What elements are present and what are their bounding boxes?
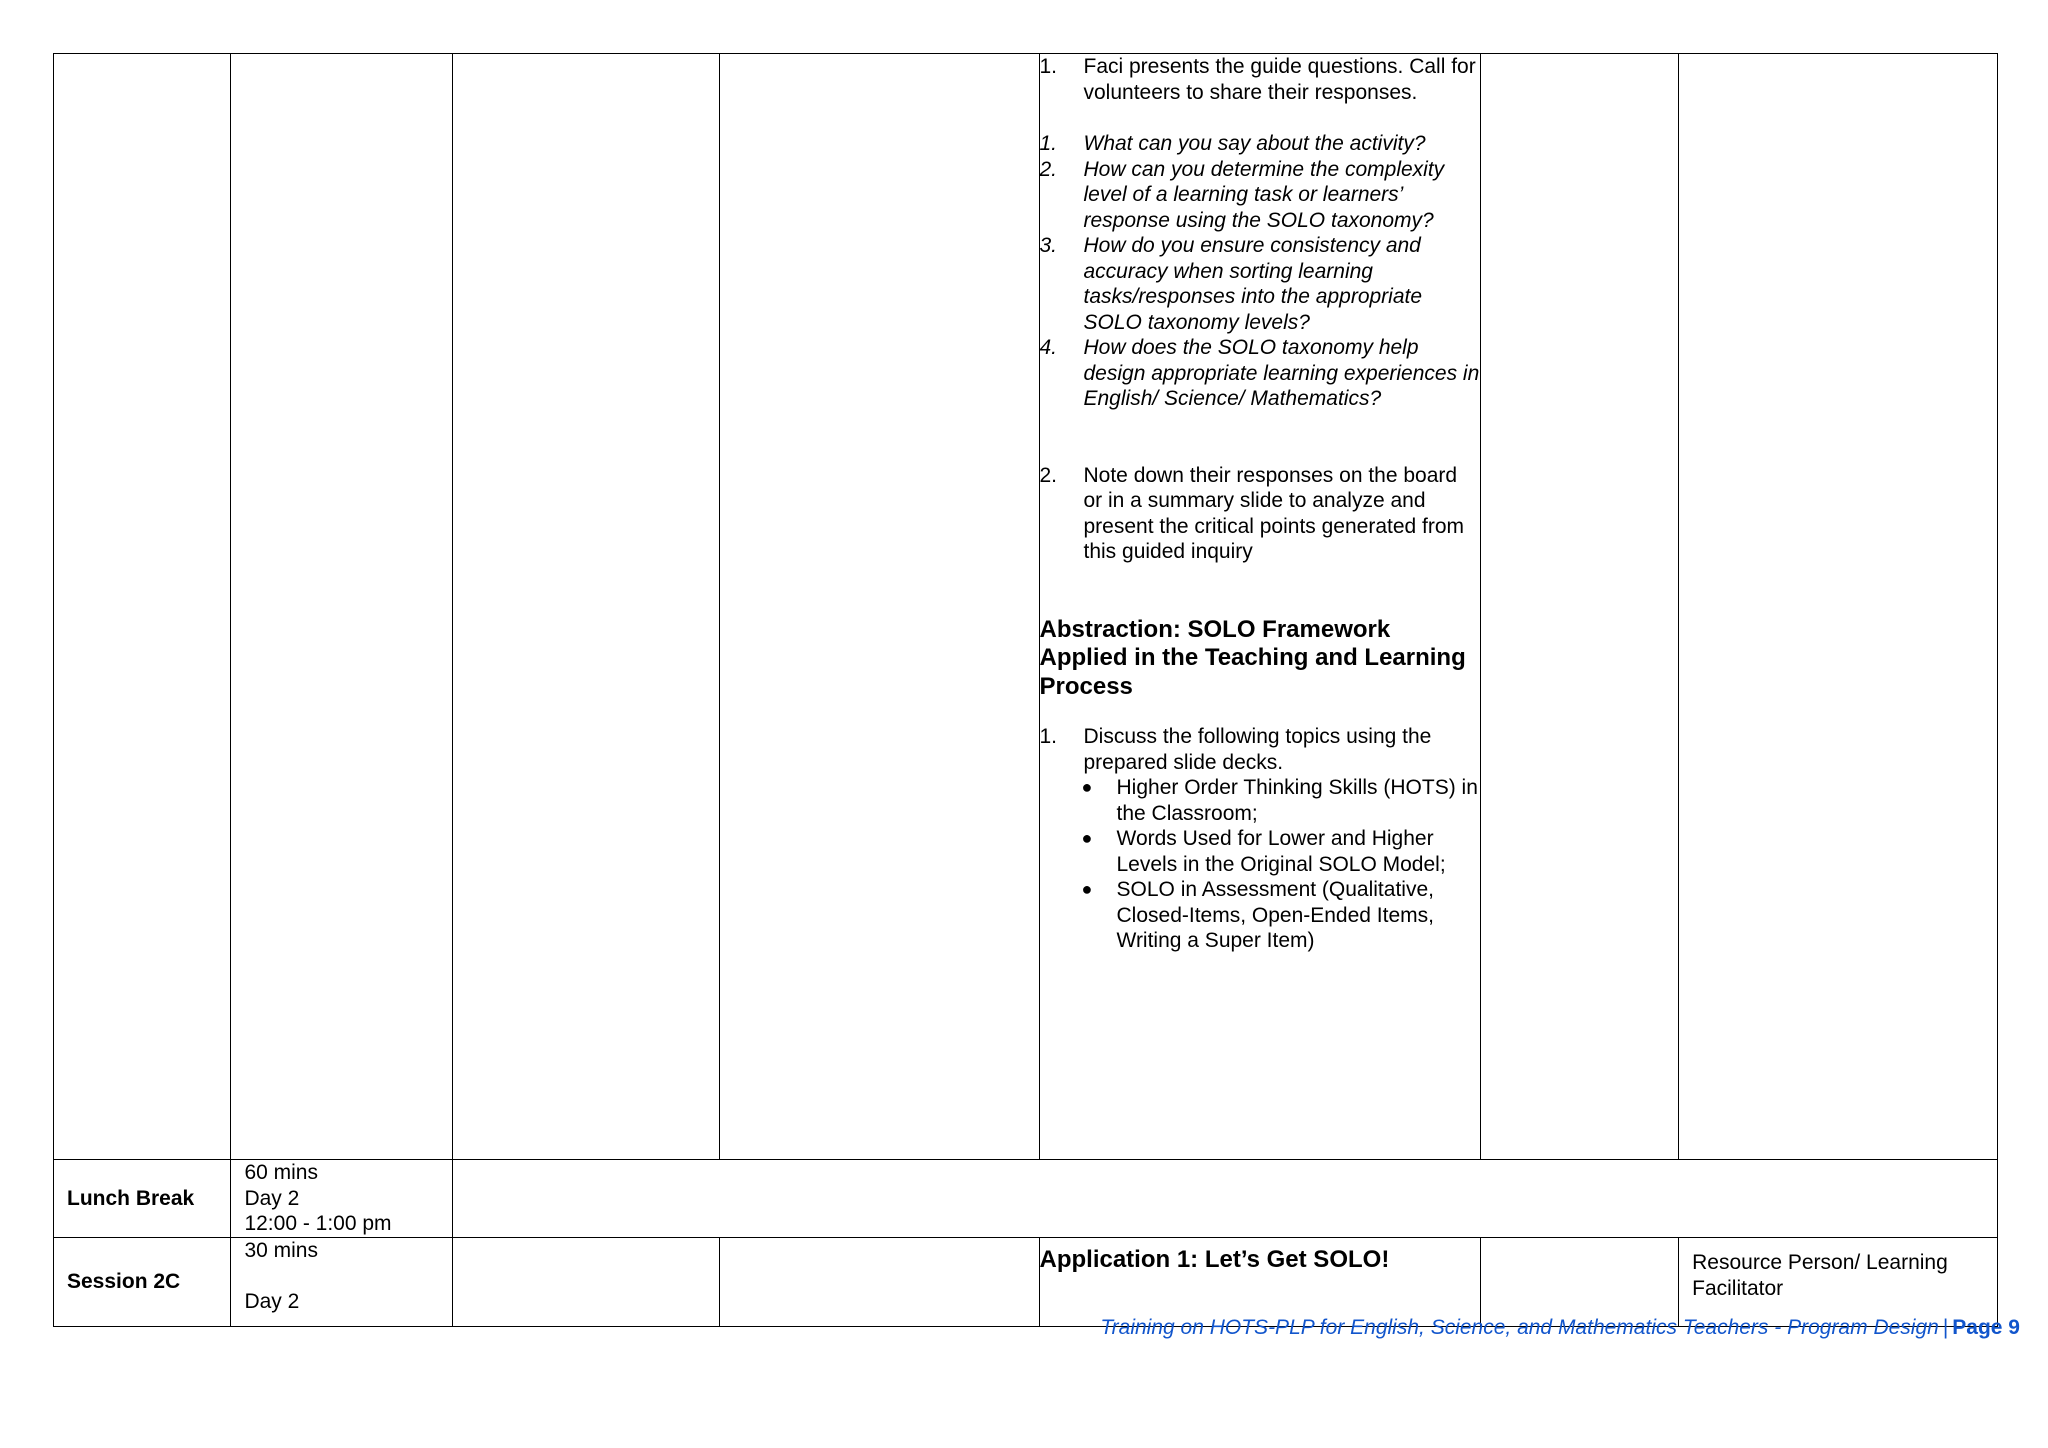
bullet-icon: ● (1081, 777, 1093, 797)
list-item (1040, 131, 1480, 157)
objectives-cell-empty (453, 54, 720, 1160)
page-footer (0, 1316, 2020, 1340)
materials-cell-empty (1480, 54, 1679, 1160)
list-number: 1. (1039, 725, 1058, 748)
session-label: Session 2C (54, 1238, 231, 1327)
list-number: 2. (1039, 463, 1058, 487)
persons-cell-empty (1679, 54, 1998, 1160)
session-duration: 30 mins (244, 1239, 318, 1262)
footer-title: Training on HOTS-PLP for English, Science, and Mathematics Teachers - Program Design (1100, 1316, 1939, 1339)
table-row-lunch (54, 1160, 1998, 1238)
table-row-session-2c (54, 1238, 1998, 1327)
list-text: Discuss the following topics using the prepared slide decks. (1083, 725, 1432, 774)
list-item (1040, 335, 1480, 412)
program-design-table (53, 53, 1998, 1327)
resource-person-cell: Resource Person/ Learning Facilitator (1679, 1238, 1998, 1327)
lunch-time: 12:00 - 1:00 pm (244, 1212, 392, 1235)
application-heading: Application 1: Let’s Get SOLO! (1039, 1246, 1390, 1273)
table-row-continuation (54, 54, 1998, 1160)
list-text: Higher Order Thinking Skills (HOTS) in the Classroom; (1116, 776, 1478, 825)
list-item (1040, 775, 1480, 826)
lunch-time-cell (231, 1160, 453, 1238)
list-item (1040, 157, 1480, 234)
lunch-duration: 60 mins (244, 1161, 318, 1184)
list-number: 3. (1039, 234, 1058, 257)
session-cell-empty (54, 54, 231, 1160)
session-activities-cell (1039, 1238, 1480, 1327)
footer-separator: | (1942, 1316, 1949, 1339)
list-item (1040, 463, 1480, 565)
list-item (1040, 877, 1480, 954)
list-text: Note down their responses on the board or in a summary slide to analyze and present the critical points generated from this guided inquiry (1083, 463, 1465, 563)
list-number: 1. (1039, 55, 1058, 78)
duration-cell-empty (231, 54, 453, 1160)
facilitation-steps-list (1040, 54, 1480, 105)
page-number: Page 9 (1952, 1316, 2020, 1339)
session-topics-cell (719, 1238, 1039, 1327)
bullet-icon: ● (1081, 879, 1093, 899)
topics-cell-empty (719, 54, 1039, 1160)
abstraction-steps-list (1040, 724, 1480, 775)
list-text: SOLO in Assessment (Qualitative, Closed-Items, Open-Ended Items, Writing a Super Item) (1116, 878, 1434, 952)
session-time-cell (231, 1238, 453, 1327)
guide-questions-list (1040, 131, 1480, 412)
list-text: How do you ensure consistency and accuracy when sorting learning tasks/responses into the appropriate SOLO taxonomy levels? (1083, 234, 1423, 334)
lunch-label: Lunch Break (54, 1160, 231, 1238)
activities-cell (1039, 54, 1480, 1160)
list-number: 2. (1039, 157, 1058, 181)
session-materials-cell (1480, 1238, 1679, 1327)
topics-bullet-list (1040, 775, 1480, 954)
list-item (1040, 233, 1480, 335)
session-day: Day 2 (244, 1290, 300, 1313)
lunch-day: Day 2 (244, 1186, 300, 1210)
list-text: How can you determine the complexity level of a learning task or learners’ response using the SOLO taxonomy? (1083, 157, 1445, 232)
list-item (1040, 826, 1480, 877)
list-item (1040, 724, 1480, 775)
bullet-icon: ● (1081, 828, 1093, 848)
list-number: 4. (1039, 336, 1058, 359)
lunch-merged-cell (453, 1160, 1998, 1238)
list-text: How does the SOLO taxonomy help design appropriate learning experiences in English/ Science/ Mathematics? (1083, 336, 1480, 410)
list-text: What can you say about the activity? (1083, 132, 1426, 155)
list-item (1040, 54, 1480, 105)
session-objectives-cell (453, 1238, 720, 1327)
list-text: Faci presents the guide questions. Call for volunteers to share their responses. (1083, 55, 1476, 104)
facilitation-steps-list-continued (1040, 463, 1480, 565)
list-number: 1. (1039, 132, 1058, 155)
list-text: Words Used for Lower and Higher Levels in the Original SOLO Model; (1116, 827, 1446, 876)
abstraction-heading: Abstraction: SOLO Framework Applied in the Teaching and Learning Process (1039, 615, 1466, 700)
